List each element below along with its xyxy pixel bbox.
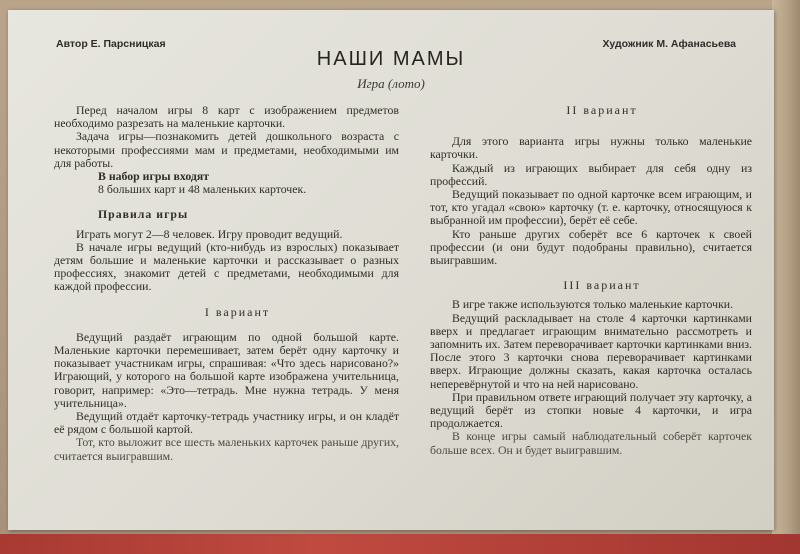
artist-credit: Художник М. Афанасьева [602,38,736,50]
rules-intro: В начале игры ведущий (кто-нибудь из взрослых) показывает детям большие и маленькие карточки и рассказывает о разных профессиях, знакомит детей с предметами, необходимыми для каждой профессии. [54,239,399,294]
variant-1-paragraph-2: Ведущий отдаёт карточку-тетрадь участнику игры, и он кладёт её рядом с большой картой. [54,409,399,437]
variant-3-paragraph-2: Ведущий раскладывает на столе 4 карточки картинками вверх и предлагает играющим внимательно рассмотреть и запомнить их. Затем переворачивает карточки картинками вниз. После этого 3 карточки снова переворачивает картинками вверх. Играющие должны сказать, какая карточка осталась неперевёрнутой и что на ней нарисовано. [430,310,752,391]
rules-players: Играть могут 2—8 человек. Игру проводит ведущий. [76,226,343,241]
variant-3-heading: III вариант [563,278,641,293]
variant-2-heading: II вариант [566,103,638,117]
variant-2-paragraph-4: Кто раньше других соберёт все 6 карточек к своей профессии (и они будут подобраны правильно), считается выигравшим. [430,226,752,268]
variant-1-heading: I вариант [204,304,271,319]
left-column [54,98,399,463]
variant-2-paragraph-3: Ведущий показывает по одной карточке всем играющим, и тот, кто угадал «свою» карточку (т. е. карточку, относящуюся к выбранной им профессии), берёт её себе. [430,187,752,228]
intro-paragraph: Перед началом игры 8 карт с изображением предметов необходимо разрезать на маленькие карточки. [54,103,399,131]
variant-2-paragraph-1: Для этого варианта игры нужны только маленькие карточки. [430,134,752,162]
variant-1-paragraph-3: Тот, кто выложит все шесть маленьких карточек раньше других, считается выигравшим. [54,435,399,463]
board-red-edge [0,534,800,554]
variant-3-paragraph-3: При правильном ответе играющий получает эту карточку, а ведущий берёт из стопки новые 4 карточки, и игра продолжается. [430,389,752,431]
variant-2-paragraph-2: Каждый из играющих выбирает для себя одну из профессий. [430,160,752,188]
instruction-sheet [8,10,774,530]
variant-3-paragraph-4: В конце игры самый наблюдательный соберёт карточек больше всех. Он и будет выигравшим. [430,429,752,457]
set-heading: В набор игры входят [98,169,210,184]
rules-heading: Правила игры [98,207,189,222]
board-right-edge [772,0,800,554]
author-credit: Автор Е. Парсницкая [56,38,166,50]
game-title: НАШИ МАМЫ [316,48,466,70]
variant-1-paragraph-1: Ведущий раздаёт играющим по одной большой карте. Маленькие карточки перемешивает, затем берёт одну карточку и показывает участникам игры, спрашивая: «Что здесь нарисовано?» Играющий, у которого на большой карте изображена учительница, говорит, например: «Это—тетрадь. Мне нужна тетрадь. У меня учительница». [54,329,399,410]
goal-paragraph: Задача игры—познакомить детей дошкольного возраста с некоторыми профессиями мам и предметами, необходимыми им для работы. [54,129,399,170]
right-column [430,98,752,457]
variant-3-paragraph-1: В игре также используются только маленькие карточки. [452,297,734,312]
set-contents: 8 больших карт и 48 маленьких карточек. [98,182,307,197]
game-subtitle: Игра (лото) [357,76,425,91]
